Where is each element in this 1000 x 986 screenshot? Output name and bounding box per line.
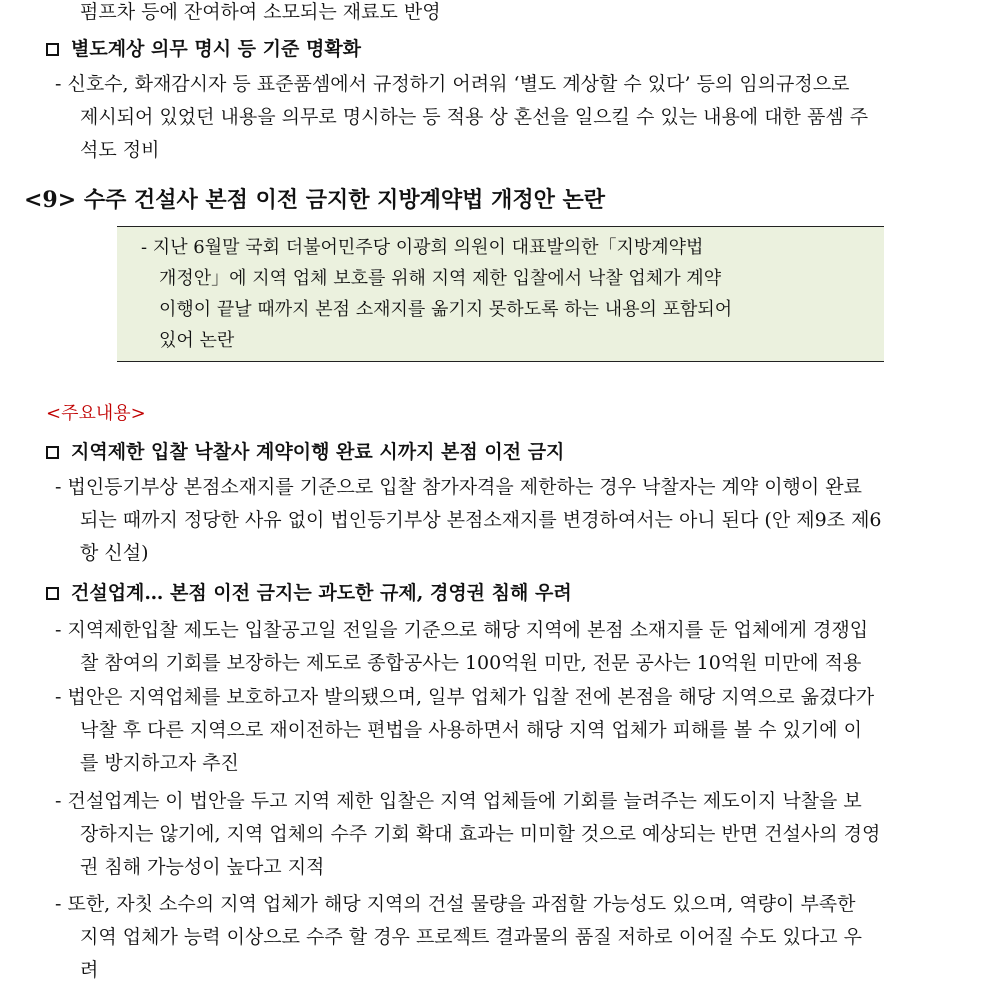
summary-line: 개정안」에 지역 업체 보호를 위해 지역 제한 입찰에서 낙찰 업체가 계약 xyxy=(159,268,722,289)
body-text-line: 권 침해 가능성이 높다고 지적 xyxy=(80,856,325,878)
body-text-line: 제시되어 있었던 내용을 의무로 명시하는 등 적용 상 혼선을 일으킬 수 있는 내용에 대한 품셈 주 xyxy=(80,106,869,128)
summary-line: - 지난 6월말 국회 더불어민주당 이광희 의원이 대표발의한「지방계약법 xyxy=(141,237,704,258)
checkbox-square-icon xyxy=(46,43,59,56)
body-text-line: - 법인등기부상 본점소재지를 기준으로 입찰 참가자격을 제한하는 경우 낙찰자는 계약 이행이 완료 xyxy=(55,476,863,498)
checkbox-square-icon xyxy=(46,587,59,600)
body-text-line: 지역 업체가 능력 이상으로 수주 할 경우 프로젝트 결과물의 품질 저하로 이어질 수도 있다고 우 xyxy=(80,926,863,948)
body-text-line: 를 방지하고자 추진 xyxy=(80,752,239,774)
body-text-line: 낙찰 후 다른 지역으로 재이전하는 편법을 사용하면서 해당 지역 업체가 피해를 볼 수 있기에 이 xyxy=(80,719,863,741)
body-text-line: - 건설업계는 이 법안을 두고 지역 제한 입찰은 지역 업체들에 기회를 늘려주는 제도이지 낙찰을 보 xyxy=(55,790,862,812)
body-text-line: 항 신설) xyxy=(80,542,149,564)
heading-text: 지역제한 입찰 낙찰사 계약이행 완료 시까지 본점 이전 금지 xyxy=(71,441,565,463)
body-text-line: 장하지는 않기에, 지역 업체의 수주 기회 확대 효과는 미미할 것으로 예상되는 반면 건설사의 경영 xyxy=(80,823,881,845)
body-text-line: - 신호수, 화재감시자 등 표준품셈에서 규정하기 어려워 ‘별도 계상할 수 있다’ 등의 임의규정으로 xyxy=(55,73,850,95)
summary-line: 이행이 끝날 때까지 본점 소재지를 옮기지 못하도록 하는 내용의 포함되어 xyxy=(159,299,733,320)
body-text-line: 석도 정비 xyxy=(80,139,160,161)
heading-text: 별도계상 의무 명시 등 기준 명확화 xyxy=(71,38,362,60)
main-content-label: <주요내용> xyxy=(46,403,146,424)
body-text-line: 되는 때까지 정당한 사유 없이 법인등기부상 본점소재지를 변경하여서는 아니 된다 (안 제9조 제6 xyxy=(80,509,882,531)
body-text-line: 려 xyxy=(80,959,99,981)
body-text-line: - 지역제한입찰 제도는 입찰공고일 전일을 기준으로 해당 지역에 본점 소재지를 둔 업체에게 경쟁입 xyxy=(55,619,869,641)
checkbox-square-icon xyxy=(46,446,59,459)
body-text-line: - 법안은 지역업체를 보호하고자 발의됐으며, 일부 업체가 입찰 전에 본점을 해당 지역으로 옮겼다가 xyxy=(55,686,875,708)
body-text-line: 찰 참여의 기회를 보장하는 제도로 종합공사는 100억원 미만, 전문 공사는 10억원 미만에 적용 xyxy=(80,652,862,674)
summary-box xyxy=(117,226,884,362)
section-heading-relocation-ban xyxy=(46,439,564,465)
body-text-line: - 또한, 자칫 소수의 지역 업체가 해당 지역의 건설 물량을 과점할 가능성도 있으며, 역량이 부족한 xyxy=(55,893,856,915)
heading-text: 건설업계… 본점 이전 금지는 과도한 규제, 경영권 침해 우려 xyxy=(71,582,572,604)
section-heading-separate-accounting xyxy=(46,36,361,62)
continued-text-line: 펌프차 등에 잔여하여 소모되는 재료도 반영 xyxy=(80,1,441,23)
section-title-9: <9> 수주 건설사 본점 이전 금지한 지방계약법 개정안 논란 xyxy=(24,187,605,213)
summary-line: 있어 논란 xyxy=(159,330,235,351)
section-heading-industry-concern xyxy=(46,580,572,606)
